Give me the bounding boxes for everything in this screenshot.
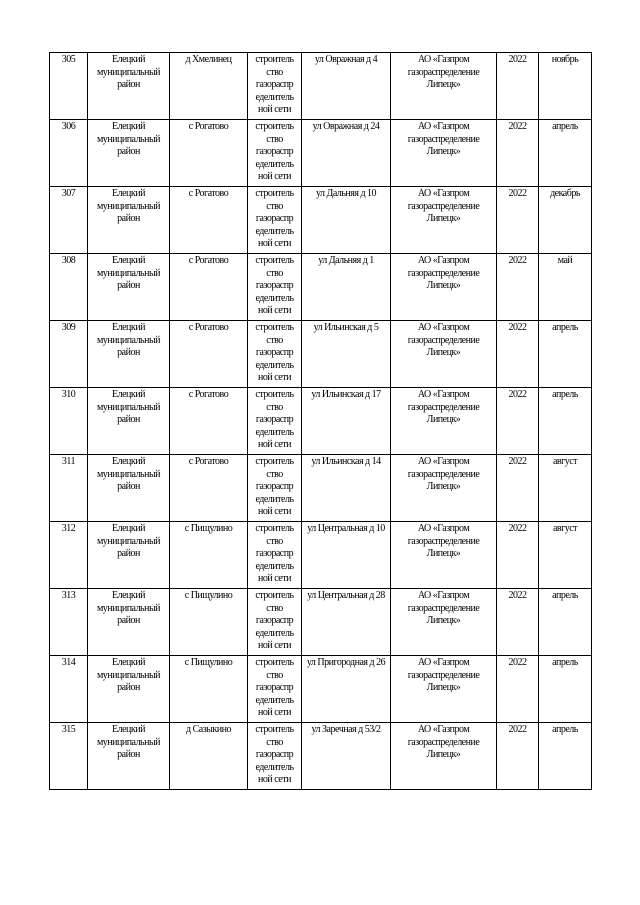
district-cell: Елецкий муниципальный район — [88, 53, 170, 120]
address-cell: ул Дальняя д 10 — [302, 187, 391, 254]
work-type-cell: строитель ство газораспр еделитель ной сети — [248, 254, 302, 321]
organization-cell: АО «Газпром газораспределение Липецк» — [391, 522, 497, 589]
table-row — [50, 120, 592, 187]
month-cell: апрель — [539, 388, 592, 455]
year-cell: 2022 — [497, 455, 539, 522]
work-type-cell: строитель ство газораспр еделитель ной сети — [248, 656, 302, 723]
district-cell: Елецкий муниципальный район — [88, 723, 170, 790]
year-cell: 2022 — [497, 723, 539, 790]
row-number-cell: 308 — [50, 254, 88, 321]
district-cell: Елецкий муниципальный район — [88, 522, 170, 589]
organization-cell: АО «Газпром газораспределение Липецк» — [391, 254, 497, 321]
row-number-cell: 312 — [50, 522, 88, 589]
month-cell: август — [539, 522, 592, 589]
table-body — [50, 53, 592, 790]
year-cell: 2022 — [497, 187, 539, 254]
village-cell: с Рогатово — [170, 254, 248, 321]
district-cell: Елецкий муниципальный район — [88, 388, 170, 455]
year-cell: 2022 — [497, 656, 539, 723]
month-cell: апрель — [539, 321, 592, 388]
month-cell: ноябрь — [539, 53, 592, 120]
gasification-table — [49, 52, 592, 790]
village-cell: с Пищулино — [170, 522, 248, 589]
district-cell: Елецкий муниципальный район — [88, 656, 170, 723]
address-cell: ул Овражная д 4 — [302, 53, 391, 120]
table-row — [50, 455, 592, 522]
work-type-cell: строитель ство газораспр еделитель ной сети — [248, 522, 302, 589]
year-cell: 2022 — [497, 254, 539, 321]
table-row — [50, 522, 592, 589]
village-cell: с Рогатово — [170, 120, 248, 187]
address-cell: ул Ильинская д 14 — [302, 455, 391, 522]
village-cell: с Рогатово — [170, 321, 248, 388]
year-cell: 2022 — [497, 589, 539, 656]
month-cell: май — [539, 254, 592, 321]
row-number-cell: 311 — [50, 455, 88, 522]
table-row — [50, 589, 592, 656]
district-cell: Елецкий муниципальный район — [88, 455, 170, 522]
table-row — [50, 187, 592, 254]
village-cell: с Пищулино — [170, 656, 248, 723]
table-row — [50, 254, 592, 321]
organization-cell: АО «Газпром газораспределение Липецк» — [391, 388, 497, 455]
month-cell: апрель — [539, 656, 592, 723]
month-cell: апрель — [539, 589, 592, 656]
organization-cell: АО «Газпром газораспределение Липецк» — [391, 321, 497, 388]
row-number-cell: 305 — [50, 53, 88, 120]
organization-cell: АО «Газпром газораспределение Липецк» — [391, 455, 497, 522]
row-number-cell: 313 — [50, 589, 88, 656]
address-cell: ул Ильинская д 17 — [302, 388, 391, 455]
table-row — [50, 53, 592, 120]
year-cell: 2022 — [497, 522, 539, 589]
address-cell: ул Заречная д 53/2 — [302, 723, 391, 790]
address-cell: ул Центральная д 28 — [302, 589, 391, 656]
village-cell: с Рогатово — [170, 455, 248, 522]
work-type-cell: строитель ство газораспр еделитель ной сети — [248, 589, 302, 656]
work-type-cell: строитель ство газораспр еделитель ной сети — [248, 388, 302, 455]
district-cell: Елецкий муниципальный район — [88, 321, 170, 388]
district-cell: Елецкий муниципальный район — [88, 589, 170, 656]
year-cell: 2022 — [497, 388, 539, 455]
month-cell: апрель — [539, 723, 592, 790]
row-number-cell: 307 — [50, 187, 88, 254]
table-row — [50, 388, 592, 455]
work-type-cell: строитель ство газораспр еделитель ной сети — [248, 120, 302, 187]
table-row — [50, 656, 592, 723]
work-type-cell: строитель ство газораспр еделитель ной сети — [248, 455, 302, 522]
organization-cell: АО «Газпром газораспределение Липецк» — [391, 53, 497, 120]
organization-cell: АО «Газпром газораспределение Липецк» — [391, 723, 497, 790]
address-cell: ул Центральная д 10 — [302, 522, 391, 589]
address-cell: ул Овражная д 24 — [302, 120, 391, 187]
year-cell: 2022 — [497, 321, 539, 388]
work-type-cell: строитель ство газораспр еделитель ной сети — [248, 53, 302, 120]
district-cell: Елецкий муниципальный район — [88, 254, 170, 321]
village-cell: с Рогатово — [170, 187, 248, 254]
table-row — [50, 321, 592, 388]
row-number-cell: 306 — [50, 120, 88, 187]
village-cell: д Хмелинец — [170, 53, 248, 120]
row-number-cell: 310 — [50, 388, 88, 455]
address-cell: ул Ильинская д 5 — [302, 321, 391, 388]
organization-cell: АО «Газпром газораспределение Липецк» — [391, 656, 497, 723]
row-number-cell: 314 — [50, 656, 88, 723]
organization-cell: АО «Газпром газораспределение Липецк» — [391, 120, 497, 187]
district-cell: Елецкий муниципальный район — [88, 120, 170, 187]
month-cell: декабрь — [539, 187, 592, 254]
row-number-cell: 315 — [50, 723, 88, 790]
address-cell: ул Дальняя д 1 — [302, 254, 391, 321]
work-type-cell: строитель ство газораспр еделитель ной сети — [248, 723, 302, 790]
month-cell: апрель — [539, 120, 592, 187]
table-row — [50, 723, 592, 790]
year-cell: 2022 — [497, 53, 539, 120]
organization-cell: АО «Газпром газораспределение Липецк» — [391, 187, 497, 254]
month-cell: август — [539, 455, 592, 522]
village-cell: с Рогатово — [170, 388, 248, 455]
document-page — [49, 52, 591, 790]
address-cell: ул Пригородная д 26 — [302, 656, 391, 723]
district-cell: Елецкий муниципальный район — [88, 187, 170, 254]
village-cell: с Пищулино — [170, 589, 248, 656]
organization-cell: АО «Газпром газораспределение Липецк» — [391, 589, 497, 656]
work-type-cell: строитель ство газораспр еделитель ной сети — [248, 187, 302, 254]
year-cell: 2022 — [497, 120, 539, 187]
row-number-cell: 309 — [50, 321, 88, 388]
village-cell: д Сазыкино — [170, 723, 248, 790]
work-type-cell: строитель ство газораспр еделитель ной сети — [248, 321, 302, 388]
